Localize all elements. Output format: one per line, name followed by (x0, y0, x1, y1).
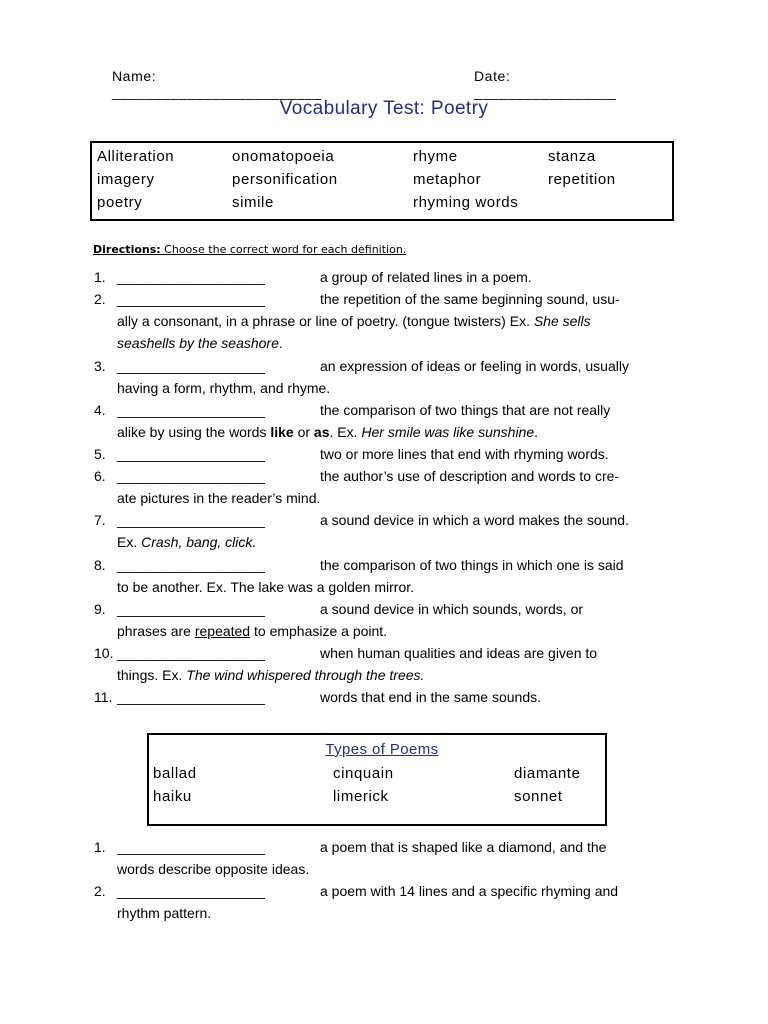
question-definition-cont: having a form, rhythm, and rhyme. (117, 380, 331, 396)
directions-label: Directions: (93, 243, 161, 256)
poem-type-item: cinquain (333, 765, 394, 782)
answer-blank[interactable]: ___________________ (117, 645, 265, 661)
definition-text: alike by using the words (117, 424, 267, 440)
types-of-poems-title: Types of Poems (325, 741, 439, 758)
word-bank-item: metaphor (413, 171, 482, 188)
question-definition: a poem that is shaped like a diamond, and the (320, 839, 607, 855)
example-text: She sells (533, 313, 591, 329)
question-definition: words that end in the same sounds. (320, 689, 542, 705)
question-definition: a sound device in which a word makes the sound. (320, 512, 629, 528)
word-bank-item: onomatopoeia (232, 148, 335, 165)
question-definition-cont (117, 424, 538, 440)
question-number: 4. (94, 402, 106, 418)
question-number: 3. (94, 358, 106, 374)
question-definition-cont (117, 667, 424, 683)
answer-blank[interactable]: ___________________ (117, 269, 265, 285)
page-title: Vocabulary Test: Poetry (279, 98, 489, 119)
question-definition-cont: rhythm pattern. (117, 905, 212, 921)
question-definition: the comparison of two things in which one is said (320, 557, 624, 573)
question-definition: a sound device in which sounds, words, or (320, 601, 584, 617)
definition-text: ally a consonant, in a phrase or line of poetry. (tongue twisters) Ex. (117, 313, 530, 329)
answer-blank[interactable]: ___________________ (117, 883, 265, 899)
poem-type-item: sonnet (514, 788, 563, 805)
question-definition-cont (117, 534, 256, 550)
poem-type-item: haiku (153, 788, 192, 805)
question-number: 11. (94, 689, 113, 705)
definition-text: or (297, 424, 311, 440)
word-bank-item: simile (232, 194, 274, 211)
word-bank-item: repetition (548, 171, 616, 188)
definition-text: to emphasize a point. (254, 623, 388, 639)
name-label: Name: (111, 68, 157, 84)
example-text: Her smile was like sunshine (361, 424, 535, 440)
question-definition: two or more lines that end with rhyming words. (320, 446, 609, 462)
question-definition-cont: ate pictures in the reader’s mind. (117, 490, 321, 506)
question-definition-cont (117, 335, 283, 351)
date-label: Date: (473, 68, 511, 84)
poem-type-item: ballad (153, 765, 197, 782)
name-blank[interactable]: _________________________ (111, 84, 322, 100)
question-definition: the comparison of two things that are not really (320, 402, 611, 418)
question-definition: a poem with 14 lines and a specific rhyming and (320, 883, 619, 899)
question-number: 5. (94, 446, 106, 462)
answer-blank[interactable]: ___________________ (117, 291, 265, 307)
answer-blank[interactable]: ___________________ (117, 402, 265, 418)
answer-blank[interactable]: ___________________ (117, 446, 265, 462)
question-definition-cont (117, 313, 591, 329)
word-bank-item: Alliteration (97, 148, 175, 165)
answer-blank[interactable]: ___________________ (117, 512, 265, 528)
directions-text: Choose the correct word for each definition. (164, 243, 407, 256)
answer-blank[interactable]: ___________________ (117, 689, 265, 705)
question-number: 1. (94, 269, 106, 285)
word-bank-item: imagery (97, 171, 155, 188)
answer-blank[interactable]: ___________________ (117, 468, 265, 484)
answer-blank[interactable]: ___________________ (117, 358, 265, 374)
question-definition: an expression of ideas or feeling in words, usually (320, 358, 629, 374)
answer-blank[interactable]: ___________________ (117, 557, 265, 573)
question-number: 2. (94, 883, 106, 899)
question-number: 7. (94, 512, 106, 528)
answer-blank[interactable]: ___________________ (117, 601, 265, 617)
example-text: Crash, bang, click. (141, 534, 257, 550)
question-number: 10. (94, 645, 114, 661)
date-blank[interactable]: _________________ (473, 84, 617, 100)
question-number: 9. (94, 601, 106, 617)
word-bank-item: stanza (548, 148, 596, 165)
definition-text: . (278, 335, 283, 351)
word-bank-item: personification (232, 171, 338, 188)
question-definition: when human qualities and ideas are given to (320, 645, 598, 661)
example-text: The wind whispered through the trees. (186, 667, 425, 683)
definition-text: phrases are (117, 623, 191, 639)
poem-type-item: diamante (514, 765, 581, 782)
example-text: seashells by the seashore (117, 335, 279, 351)
directions (93, 243, 406, 256)
question-number: 8. (94, 557, 106, 573)
poem-type-item: limerick (333, 788, 389, 805)
definition-text: things. Ex. (117, 667, 183, 683)
question-definition: a group of related lines in a poem. (320, 269, 532, 285)
word-bank-item: rhyming words (413, 194, 519, 211)
keyword: like (270, 424, 294, 440)
keyword: repeated (194, 623, 251, 639)
question-definition: the repetition of the same beginning sound, usu- (320, 291, 620, 307)
question-number: 2. (94, 291, 106, 307)
question-definition-cont (117, 623, 387, 639)
word-bank-item: rhyme (413, 148, 458, 165)
question-number: 1. (94, 839, 106, 855)
definition-text: Ex. (117, 534, 138, 550)
word-bank-item: poetry (97, 194, 143, 211)
keyword: as (313, 424, 330, 440)
answer-blank[interactable]: ___________________ (117, 839, 265, 855)
definition-text: . (534, 424, 539, 440)
question-definition: the author’s use of description and words to cre- (320, 468, 620, 484)
question-definition-cont: words describe opposite ideas. (117, 861, 310, 877)
question-number: 6. (94, 468, 106, 484)
definition-text: . Ex. (329, 424, 358, 440)
question-definition-cont: to be another. Ex. The lake was a golden mirror. (117, 579, 415, 595)
